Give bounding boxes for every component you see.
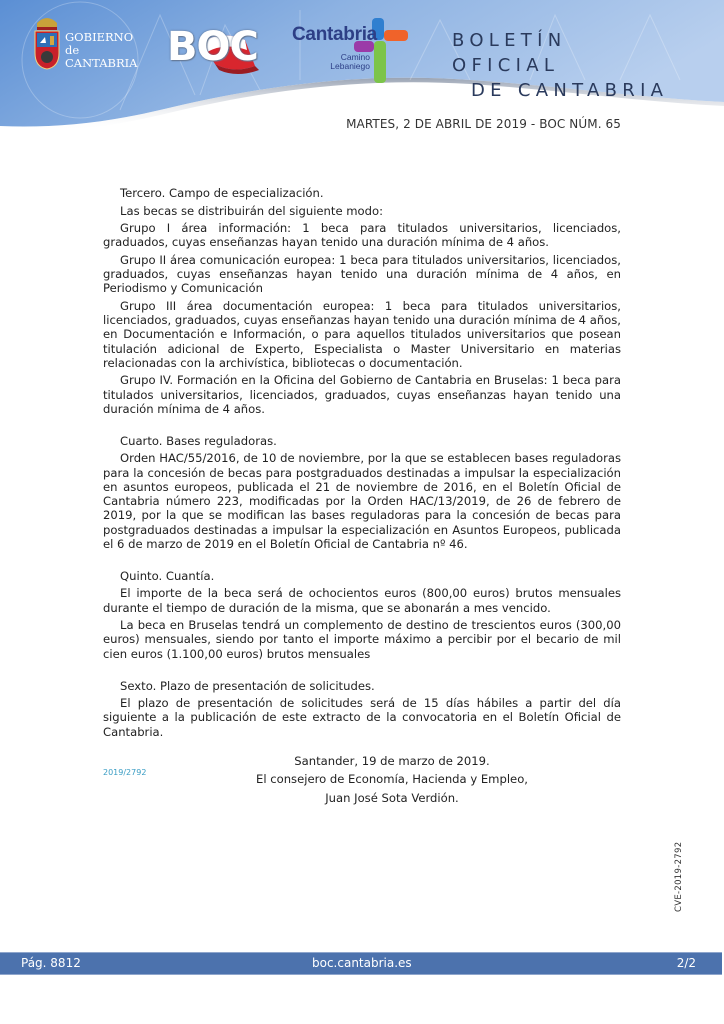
boc-logo-text: BOC [167, 24, 258, 70]
section-cuarto [103, 434, 621, 551]
website-link[interactable]: boc.cantabria.es [312, 956, 412, 970]
paragraph: Orden HAC/55/2016, de 10 de noviembre, por la que se establecen bases reguladoras para la concesión de becas para postgraduados destinadas a impulsar la especialización en asuntos europeos, publicada el 21 de noviembre de 2016, en el Boletín Oficial de Cantabria número 223, modificadas por la Orden HAC/13/2019, de 26 de febrero de 2019, por la que se modifican las bases reguladoras para la concesión de becas para postgraduados destinadas a impulsar la especialización en Asuntos Europeos, publicada el 6 de marzo de 2019 en el Boletín Oficial de Cantabria nº 46. [103, 451, 621, 551]
paragraph: El plazo de presentación de solicitudes será de 15 días hábiles a partir del día siguiente a la publicación de este extracto de la convocatoria en el Boletín Oficial de Cantabria. [103, 696, 621, 739]
section-tercero [103, 186, 621, 416]
publication-title: BOLETÍN OFICIAL DE CANTABRIA [452, 30, 669, 101]
paragraph: Grupo III área documentación europea: 1 beca para titulados universitarios, licenciados, graduados, cuyas enseñanzas hayan tenido una duración mínima de 4 años, en Documentación e Información, o para aquellos titulados universitarios que posean titulación adicional de Experto, Especialista o Master Universitario en materias relacionadas con la archivística, bibliotecas o documentación. [103, 298, 621, 370]
camino-lebaniego-text: Camino Lebaniego [330, 52, 370, 71]
section-heading: Tercero. Campo de especialización. [120, 186, 324, 200]
paragraph: Grupo I área información: 1 beca para titulados universitarios, licenciados, graduados, cuyas enseñanzas hayan tenido una duración mínima de 4 años. [103, 221, 621, 250]
section-heading: Quinto. Cuantía. [120, 568, 215, 583]
cantabria-camino-lebaniego-logo [288, 14, 418, 84]
government-name: GOBIERNO de CANTABRIA [65, 30, 138, 70]
issue-date-line: MARTES, 2 DE ABRIL DE 2019 - BOC NÚM. 65 [346, 117, 621, 131]
signature-place-date: Santander, 19 de marzo de 2019. [294, 754, 490, 769]
paragraph: Las becas se distribuirán del siguiente modo: [120, 203, 384, 218]
paragraph: Grupo II área comunicación europea: 1 beca para titulados universitarios, licenciados, graduados, cuyas enseñanzas hayan tenido una duración mínima de 4 años, en Periodismo y Comunicación [103, 252, 621, 296]
paragraph: El importe de la beca será de ochocientos euros (800,00 euros) brutos mensuales durante el tiempo de duración de la misma, que se abonarán a mes vencido. [103, 586, 621, 615]
paragraph: Grupo IV. Formación en la Oficina del Gobierno de Cantabria en Bruselas: 1 beca para titulados universitarios, licenciados, graduados, cuyas enseñanzas hayan tenido una duración mínima de 4 años. [103, 373, 621, 416]
section-heading: Cuarto. Bases reguladoras. [120, 433, 277, 448]
page-count: 2/2 [676, 956, 696, 970]
section-quinto [103, 569, 621, 661]
document-body [103, 186, 621, 809]
page-number: Pág. 8812 [21, 956, 81, 970]
reference-code: 2019/2792 [103, 768, 147, 777]
boc-logo [163, 22, 268, 77]
cantabria-wordmark: Cantabria [292, 24, 377, 45]
signature-block [163, 754, 621, 805]
signature-name: Juan José Sota Verdión. [325, 790, 459, 805]
cve-code: CVE-2019-2792 [674, 841, 684, 912]
section-sexto [103, 679, 621, 739]
page-footer [0, 952, 722, 975]
government-logo [33, 15, 138, 75]
header-banner [0, 0, 724, 135]
signature-role: El consejero de Economía, Hacienda y Empleo, [256, 772, 528, 787]
coat-of-arms-icon [33, 15, 61, 70]
section-heading: Sexto. Plazo de presentación de solicitudes. [120, 678, 375, 693]
paragraph: La beca en Bruselas tendrá un complemento de destino de trescientos euros (300,00 euros) mensuales, siendo por tanto el importe máximo a percibir por el becario de mil cien euros (1.100,00 euros) brutos mensuales [103, 618, 621, 661]
